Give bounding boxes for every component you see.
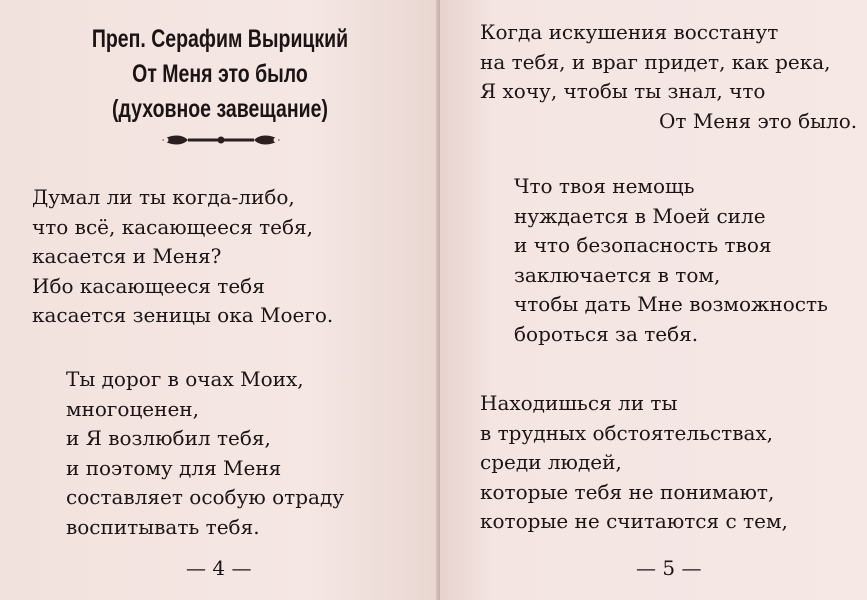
verse-line: Думал ли ты когда-либо, — [32, 185, 295, 209]
poem-subtitle: (духовное завещание) — [112, 95, 328, 123]
verse-line: Ибо касающееся тебя — [32, 273, 265, 298]
right-stanza-1 — [480, 18, 857, 136]
right-stanza-2 — [514, 172, 828, 349]
verse-line: Ты дорог в очах Моих, — [66, 367, 304, 391]
verse-line: на тебя, и враг придет, как река, — [480, 49, 831, 74]
page-number-right: — 5 — — [636, 556, 702, 580]
verse-line: касается и Меня? — [32, 244, 222, 268]
verse-line: Я хочу, чтобы ты знал, что — [480, 79, 766, 103]
right-page — [440, 0, 867, 600]
right-stanza-3 — [480, 389, 788, 537]
verse-line: Что твоя немощь — [514, 174, 695, 198]
poem-title: От Меня это было — [132, 60, 308, 88]
verse-line: Находишься ли ты — [480, 391, 678, 415]
verse-line: чтобы дать Мне возможность — [514, 292, 828, 316]
left-stanza-2 — [66, 365, 344, 542]
verse-line: заключается в том, — [514, 262, 721, 287]
verse-line: многоценен, — [66, 396, 199, 421]
title-block — [0, 22, 440, 127]
verse-line: которые тебя не понимают, — [480, 479, 775, 504]
left-stanza-1 — [32, 183, 333, 331]
verse-line: которые не считаются с тем, — [480, 509, 788, 533]
verse-line: Когда искушения восстанут — [480, 20, 779, 44]
verse-line: нуждается в Моей силе — [514, 203, 766, 228]
verse-line: составляет особую отраду — [66, 485, 345, 509]
verse-line: что всё, касающееся тебя, — [32, 214, 314, 239]
author-title: Преп. Серафим Вырицкий — [91, 25, 349, 53]
verse-line: среди людей, — [480, 450, 622, 474]
verse-line: и поэтому для Меня — [66, 455, 282, 480]
verse-line: воспитывать тебя. — [66, 514, 260, 539]
verse-line: касается зеницы ока Моего. — [32, 303, 334, 327]
verse-line: бороться за тебя. — [514, 321, 699, 346]
ornament-divider-icon — [158, 132, 284, 148]
verse-line: и Я возлюбил тебя, — [66, 426, 271, 450]
page-number-left: — 4 — — [186, 556, 252, 580]
verse-line: в трудных обстоятельствах, — [480, 420, 774, 445]
verse-line: От Меня это было. — [659, 108, 858, 133]
verse-line: и что безопасность твоя — [514, 233, 772, 257]
